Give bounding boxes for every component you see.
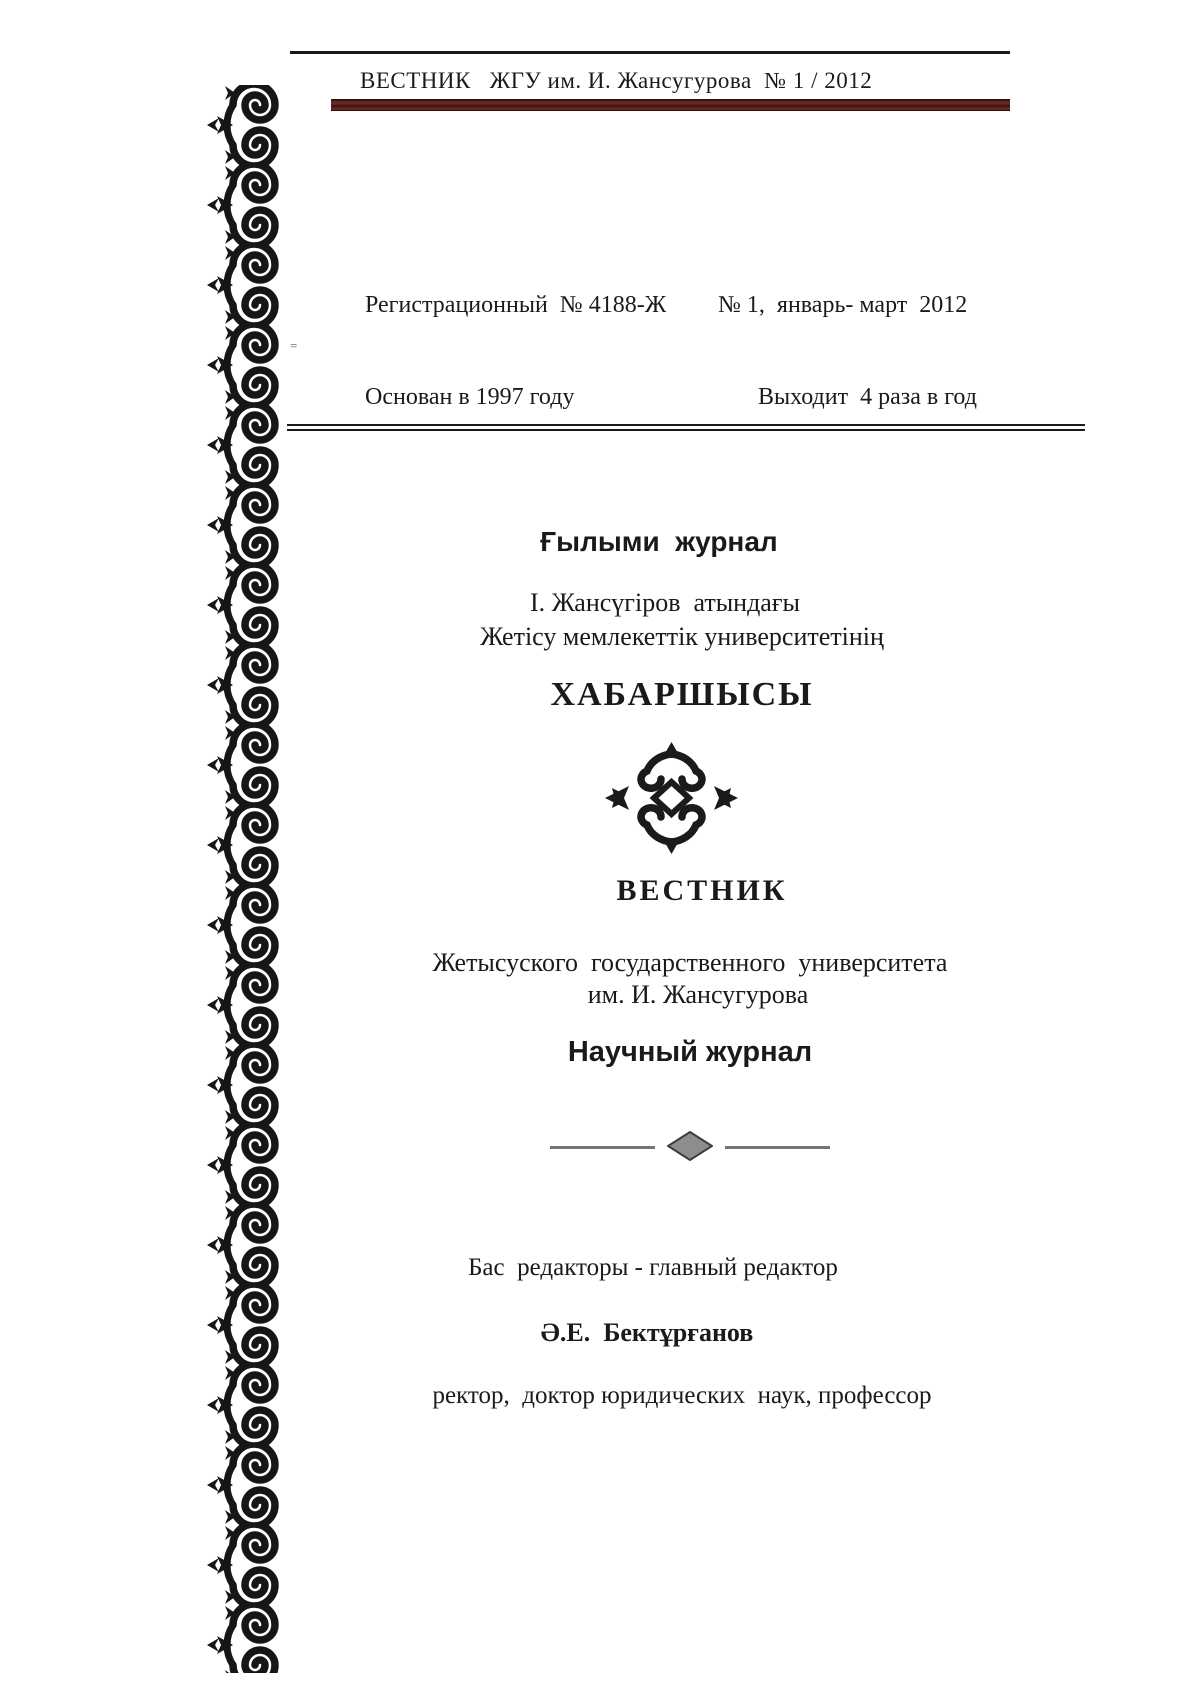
divider-line-left [550,1146,655,1149]
frequency-label: Выходит 4 раза в год [758,384,977,410]
founded-label: Основан в 1997 году [365,384,575,410]
editor-name: Ә.Е. Бектұрғанов [540,1318,754,1347]
diamond-divider-icon [667,1131,713,1161]
russian-journal-type: Научный журнал [567,1036,813,1068]
kazakh-journal-type: Ғылыми журнал [540,526,778,557]
header-maroon-rule [331,99,1010,111]
editor-credentials: ректор, доктор юридических наук, профессор [432,1382,932,1409]
divider-line-right [725,1146,830,1149]
scan-artifact-mark: = [290,338,298,353]
double-rule-top [287,424,1085,426]
kazakh-ornament-emblem-icon [604,742,739,854]
running-header-title: ВЕСТНИК ЖГУ им. И. Жансугурова № 1 / 2012 [360,68,873,93]
russian-main-title: ВЕСТНИК [616,874,788,907]
kazakh-ornament-border-icon [205,85,287,1673]
kazakh-named-after: І. Жансүгіров атындағы [530,588,800,617]
russian-named-after: им. И. Жансугурова [587,980,809,1009]
russian-university-name: Жетысуского государственного университета [432,948,948,977]
editor-heading: Бас редакторы - главный редактор [468,1254,838,1281]
header-top-rule [290,51,1010,54]
issue-number: № 1, январь- март 2012 [718,292,968,318]
kazakh-main-title: ХАБАРШЫСЫ [550,676,814,713]
double-rule-bottom [287,429,1085,431]
registration-number: Регистрационный № 4188-Ж [365,292,667,318]
kazakh-university-name: Жетісу мемлекеттік университетінің [480,622,884,651]
